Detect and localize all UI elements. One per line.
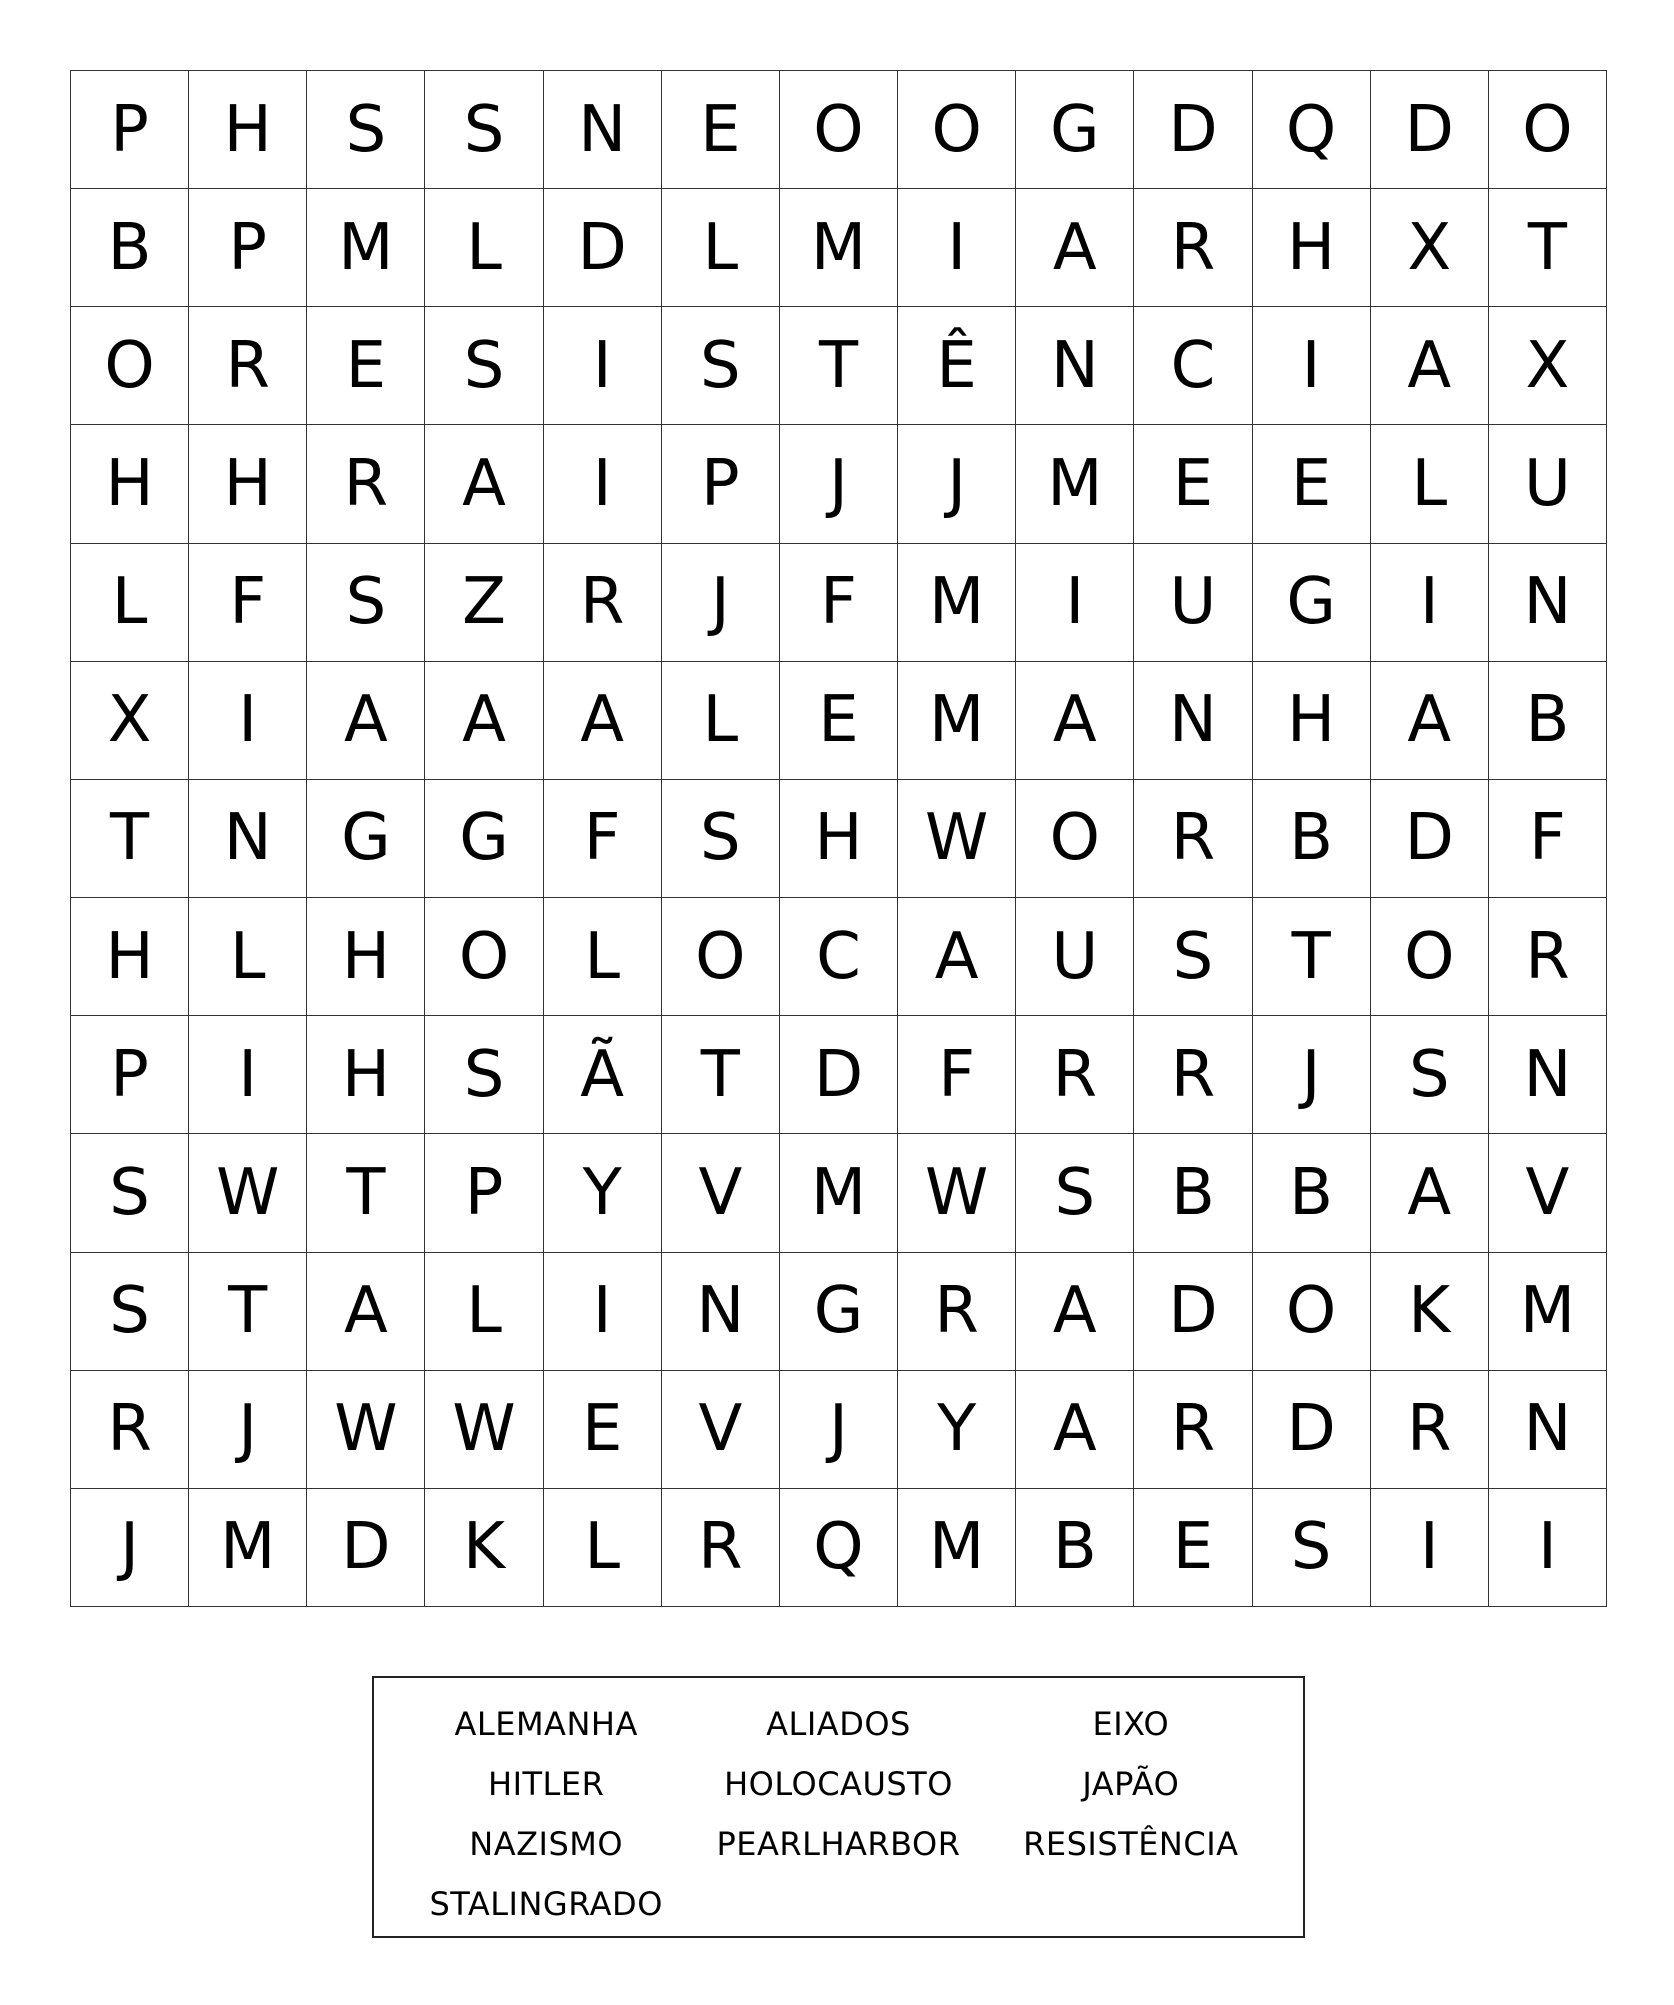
- word-bank-item: ALEMANHA: [454, 1705, 638, 1743]
- grid-cell[interactable]: W: [898, 1134, 1016, 1252]
- grid-cell[interactable]: M: [898, 1489, 1016, 1607]
- grid-cell[interactable]: D: [780, 1016, 898, 1134]
- grid-cell[interactable]: C: [1134, 307, 1252, 425]
- grid-cell[interactable]: Q: [780, 1489, 898, 1607]
- grid-cell[interactable]: L: [662, 189, 780, 307]
- grid-cell[interactable]: H: [189, 425, 307, 543]
- grid-cell[interactable]: A: [1371, 1134, 1489, 1252]
- grid-cell[interactable]: M: [1489, 1253, 1607, 1371]
- word-bank-item: NAZISMO: [469, 1825, 624, 1863]
- grid-cell[interactable]: L: [71, 544, 189, 662]
- grid-cell[interactable]: A: [425, 662, 543, 780]
- grid-cell[interactable]: S: [425, 71, 543, 189]
- grid-cell[interactable]: G: [425, 780, 543, 898]
- word-bank-item: ALIADOS: [766, 1705, 911, 1743]
- grid-cell[interactable]: B: [1134, 1134, 1252, 1252]
- grid-cell[interactable]: D: [1134, 71, 1252, 189]
- grid-cell[interactable]: J: [780, 1371, 898, 1489]
- grid-cell[interactable]: I: [1489, 1489, 1607, 1607]
- grid-cell[interactable]: N: [662, 1253, 780, 1371]
- grid-cell[interactable]: P: [425, 1134, 543, 1252]
- grid-cell[interactable]: H: [71, 898, 189, 1016]
- grid-cell[interactable]: E: [780, 662, 898, 780]
- grid-cell[interactable]: I: [189, 1016, 307, 1134]
- grid-cell[interactable]: J: [662, 544, 780, 662]
- word-bank-item: STALINGRADO: [429, 1885, 663, 1923]
- grid-cell[interactable]: B: [1253, 780, 1371, 898]
- grid-cell[interactable]: I: [544, 307, 662, 425]
- grid-cell[interactable]: F: [1489, 780, 1607, 898]
- grid-cell[interactable]: B: [1253, 1134, 1371, 1252]
- grid-cell[interactable]: N: [1489, 1016, 1607, 1134]
- grid-cell[interactable]: W: [189, 1134, 307, 1252]
- grid-cell[interactable]: Y: [544, 1134, 662, 1252]
- grid-cell[interactable]: R: [1134, 780, 1252, 898]
- grid-cell[interactable]: B: [1016, 1489, 1134, 1607]
- word-search-grid: [70, 70, 1607, 1607]
- word-bank-item: HOLOCAUSTO: [724, 1765, 953, 1803]
- grid-cell[interactable]: T: [189, 1253, 307, 1371]
- grid-cell[interactable]: B: [71, 189, 189, 307]
- grid-cell[interactable]: T: [780, 307, 898, 425]
- grid-cell[interactable]: T: [662, 1016, 780, 1134]
- grid-cell[interactable]: J: [71, 1489, 189, 1607]
- grid-cell[interactable]: S: [662, 307, 780, 425]
- grid-cell[interactable]: E: [1134, 1489, 1252, 1607]
- grid-cell[interactable]: O: [1016, 780, 1134, 898]
- word-bank: [372, 1676, 1305, 1938]
- grid-cell[interactable]: D: [1371, 780, 1489, 898]
- grid-cell[interactable]: I: [1371, 1489, 1489, 1607]
- grid-cell[interactable]: U: [1134, 544, 1252, 662]
- grid-cell[interactable]: S: [425, 307, 543, 425]
- grid-cell[interactable]: D: [1371, 71, 1489, 189]
- grid-cell[interactable]: D: [544, 189, 662, 307]
- grid-cell[interactable]: H: [1253, 189, 1371, 307]
- grid-cell[interactable]: W: [307, 1371, 425, 1489]
- grid-cell[interactable]: Ã: [544, 1016, 662, 1134]
- grid-cell[interactable]: M: [189, 1489, 307, 1607]
- grid-cell[interactable]: E: [307, 307, 425, 425]
- grid-cell[interactable]: J: [1253, 1016, 1371, 1134]
- grid-cell[interactable]: C: [780, 898, 898, 1016]
- grid-cell[interactable]: P: [662, 425, 780, 543]
- grid-cell[interactable]: I: [544, 425, 662, 543]
- grid-cell[interactable]: Z: [425, 544, 543, 662]
- grid-cell[interactable]: A: [898, 898, 1016, 1016]
- grid-cell[interactable]: A: [1371, 307, 1489, 425]
- grid-cell[interactable]: H: [189, 71, 307, 189]
- grid-cell[interactable]: M: [1016, 425, 1134, 543]
- grid-cell[interactable]: A: [1016, 1253, 1134, 1371]
- grid-cell[interactable]: M: [898, 544, 1016, 662]
- grid-cell[interactable]: V: [1489, 1134, 1607, 1252]
- grid-cell[interactable]: P: [71, 1016, 189, 1134]
- grid-cell[interactable]: J: [189, 1371, 307, 1489]
- grid-cell[interactable]: F: [780, 544, 898, 662]
- grid-cell[interactable]: S: [1253, 1489, 1371, 1607]
- grid-cell[interactable]: D: [1253, 1371, 1371, 1489]
- grid-cell[interactable]: I: [1253, 307, 1371, 425]
- grid-cell[interactable]: A: [1016, 662, 1134, 780]
- grid-cell[interactable]: N: [1134, 662, 1252, 780]
- grid-cell[interactable]: H: [1253, 662, 1371, 780]
- grid-cell[interactable]: A: [1016, 189, 1134, 307]
- grid-cell[interactable]: A: [425, 425, 543, 543]
- grid-cell[interactable]: L: [425, 189, 543, 307]
- grid-cell[interactable]: O: [1371, 898, 1489, 1016]
- grid-cell[interactable]: J: [898, 425, 1016, 543]
- grid-cell[interactable]: L: [662, 662, 780, 780]
- grid-cell[interactable]: Y: [898, 1371, 1016, 1489]
- grid-cell[interactable]: O: [1489, 71, 1607, 189]
- grid-cell[interactable]: L: [544, 1489, 662, 1607]
- grid-cell[interactable]: V: [662, 1371, 780, 1489]
- grid-cell[interactable]: F: [544, 780, 662, 898]
- grid-cell[interactable]: O: [1253, 1253, 1371, 1371]
- grid-cell[interactable]: A: [307, 1253, 425, 1371]
- grid-cell[interactable]: R: [1134, 189, 1252, 307]
- word-bank-item: RESISTÊNCIA: [1023, 1825, 1239, 1863]
- grid-cell[interactable]: S: [307, 71, 425, 189]
- grid-cell[interactable]: O: [780, 71, 898, 189]
- grid-cell[interactable]: S: [425, 1016, 543, 1134]
- grid-cell[interactable]: S: [71, 1253, 189, 1371]
- grid-cell[interactable]: K: [1371, 1253, 1489, 1371]
- grid-cell[interactable]: N: [1489, 1371, 1607, 1489]
- grid-cell[interactable]: H: [307, 898, 425, 1016]
- grid-cell[interactable]: A: [1371, 662, 1489, 780]
- grid-cell[interactable]: I: [1371, 544, 1489, 662]
- grid-cell[interactable]: D: [1134, 1253, 1252, 1371]
- word-bank-item: EIXO: [1092, 1705, 1170, 1743]
- grid-cell[interactable]: R: [662, 1489, 780, 1607]
- grid-cell[interactable]: E: [662, 71, 780, 189]
- grid-cell[interactable]: S: [1016, 1134, 1134, 1252]
- grid-cell[interactable]: R: [1489, 898, 1607, 1016]
- grid-cell[interactable]: G: [780, 1253, 898, 1371]
- grid-cell[interactable]: W: [425, 1371, 543, 1489]
- grid-cell[interactable]: H: [307, 1016, 425, 1134]
- grid-cell[interactable]: E: [1134, 425, 1252, 543]
- grid-cell[interactable]: T: [307, 1134, 425, 1252]
- grid-cell[interactable]: F: [898, 1016, 1016, 1134]
- grid-cell[interactable]: S: [1134, 898, 1252, 1016]
- grid-cell[interactable]: U: [1016, 898, 1134, 1016]
- grid-cell[interactable]: F: [189, 544, 307, 662]
- grid-cell[interactable]: S: [1371, 1016, 1489, 1134]
- grid-cell[interactable]: O: [662, 898, 780, 1016]
- grid-cell[interactable]: A: [307, 662, 425, 780]
- grid-cell[interactable]: O: [425, 898, 543, 1016]
- grid-cell[interactable]: L: [189, 898, 307, 1016]
- grid-cell[interactable]: X: [71, 662, 189, 780]
- grid-cell[interactable]: R: [1134, 1016, 1252, 1134]
- grid-cell[interactable]: T: [71, 780, 189, 898]
- grid-cell[interactable]: I: [898, 189, 1016, 307]
- grid-cell[interactable]: R: [544, 544, 662, 662]
- grid-cell[interactable]: S: [71, 1134, 189, 1252]
- word-bank-item: JAPÃO: [1082, 1765, 1180, 1803]
- grid-cell[interactable]: E: [544, 1371, 662, 1489]
- grid-cell[interactable]: P: [189, 189, 307, 307]
- grid-cell[interactable]: X: [1489, 307, 1607, 425]
- grid-cell[interactable]: X: [1371, 189, 1489, 307]
- grid-cell[interactable]: S: [307, 544, 425, 662]
- grid-cell[interactable]: T: [1253, 898, 1371, 1016]
- grid-cell[interactable]: R: [71, 1371, 189, 1489]
- grid-cell[interactable]: Q: [1253, 71, 1371, 189]
- grid-cell[interactable]: H: [71, 425, 189, 543]
- grid-cell[interactable]: H: [780, 780, 898, 898]
- grid-cell[interactable]: Ê: [898, 307, 1016, 425]
- grid-cell[interactable]: G: [1016, 71, 1134, 189]
- grid-cell[interactable]: R: [1016, 1016, 1134, 1134]
- grid-cell[interactable]: M: [780, 189, 898, 307]
- grid-cell[interactable]: G: [307, 780, 425, 898]
- grid-cell[interactable]: L: [425, 1253, 543, 1371]
- grid-cell[interactable]: E: [1253, 425, 1371, 543]
- grid-cell[interactable]: B: [1489, 662, 1607, 780]
- grid-cell[interactable]: M: [780, 1134, 898, 1252]
- grid-cell[interactable]: T: [1489, 189, 1607, 307]
- grid-cell[interactable]: M: [307, 189, 425, 307]
- grid-cell[interactable]: A: [544, 662, 662, 780]
- grid-cell[interactable]: J: [780, 425, 898, 543]
- grid-cell[interactable]: R: [307, 425, 425, 543]
- grid-cell[interactable]: K: [425, 1489, 543, 1607]
- grid-cell[interactable]: S: [662, 780, 780, 898]
- grid-cell[interactable]: U: [1489, 425, 1607, 543]
- word-bank-item: HITLER: [488, 1765, 605, 1803]
- grid-cell[interactable]: R: [189, 307, 307, 425]
- grid-cell[interactable]: N: [1489, 544, 1607, 662]
- word-bank-item: PEARLHARBOR: [716, 1825, 961, 1863]
- grid-cell[interactable]: G: [1253, 544, 1371, 662]
- grid-cell[interactable]: L: [1371, 425, 1489, 543]
- grid-cell[interactable]: W: [898, 780, 1016, 898]
- grid-cell[interactable]: M: [898, 662, 1016, 780]
- grid-cell[interactable]: N: [544, 71, 662, 189]
- grid-cell[interactable]: O: [898, 71, 1016, 189]
- grid-cell[interactable]: D: [307, 1489, 425, 1607]
- grid-cell[interactable]: I: [1016, 544, 1134, 662]
- grid-cell[interactable]: N: [189, 780, 307, 898]
- grid-cell[interactable]: L: [544, 898, 662, 1016]
- grid-cell[interactable]: I: [189, 662, 307, 780]
- grid-cell[interactable]: O: [71, 307, 189, 425]
- grid-cell[interactable]: V: [662, 1134, 780, 1252]
- grid-cell[interactable]: P: [71, 71, 189, 189]
- grid-cell[interactable]: I: [544, 1253, 662, 1371]
- grid-cell[interactable]: R: [1371, 1371, 1489, 1489]
- grid-cell[interactable]: A: [1016, 1371, 1134, 1489]
- grid-cell[interactable]: R: [898, 1253, 1016, 1371]
- grid-cell[interactable]: R: [1134, 1371, 1252, 1489]
- grid-cell[interactable]: N: [1016, 307, 1134, 425]
